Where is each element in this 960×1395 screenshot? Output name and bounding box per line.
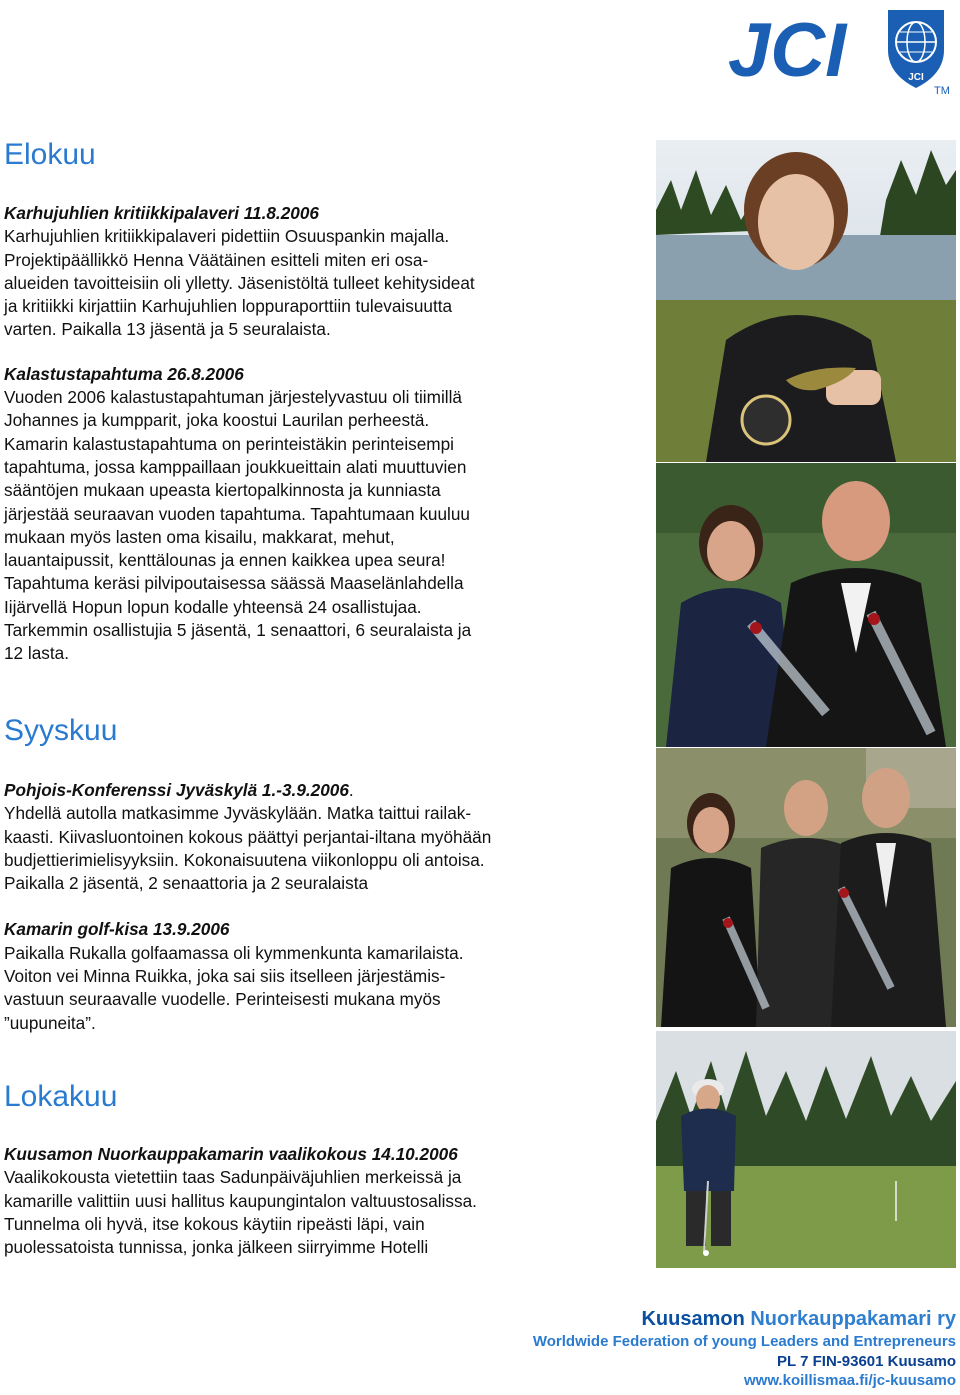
body-line: Vaalikokousta vietettiin taas Sadunpäiväjuhlien merkeissä ja [4, 1167, 462, 1188]
section-syyskuu [4, 779, 564, 1035]
photo-girl-with-fish [656, 140, 956, 462]
body-line: Iijärvellä Hopun lopun kodalle yhteensä 24 osallistujaa. [4, 596, 422, 617]
footer-tagline: Worldwide Federation of young Leaders and Entrepreneurs [532, 1333, 956, 1350]
body-line: vastuun seuraavalle vuodelle. Perinteisesti mukana myös [4, 989, 441, 1010]
photo-golfer [656, 1031, 956, 1268]
body-line: Yhdellä autolla matkasimme Jyväskylään. Matka taittui railak- [4, 803, 472, 824]
body-line: sääntöjen mukaan upeasta kiertopalkinnosta ja kunniasta [4, 480, 441, 501]
item-title: Pohjois-Konferenssi Jyväskylä 1.-3.9.2006 [4, 780, 349, 800]
section-lokakuu [4, 1143, 564, 1259]
globe-icon [888, 10, 944, 88]
logo-badge: JCI [908, 72, 924, 83]
item-title: Karhujuhlien kritiikkipalaveri 11.8.2006 [4, 203, 319, 223]
body-line: kamarille valittiin uusi hallitus kaupungintalon valtuustosalissa. [4, 1190, 477, 1211]
heading-syyskuu: Syyskuu [4, 714, 118, 747]
item-title: Kamarin golf-kisa 13.9.2006 [4, 919, 230, 940]
item-title-suffix: . [348, 780, 354, 800]
body-line: Johannes ja kumpparit, joka koostui Laurilan perheestä. [4, 410, 430, 431]
jci-logo [728, 4, 954, 96]
footer-address: PL 7 FIN-93601 Kuusamo [777, 1352, 956, 1370]
trademark-mark: TM [934, 85, 950, 96]
body-line: ja kritiikki kirjattiin Karhujuhlien loppuraporttiin tulevaisuutta [4, 296, 453, 317]
footer-org-part1: Kuusamon [641, 1308, 745, 1330]
section-elokuu [4, 202, 564, 666]
body-line: alueiden tavoitteisiin oli ylletty. Jäsenistöltä tulleet kehitysideat [4, 272, 475, 293]
photo-couple-with-roses [656, 463, 956, 747]
body-line: varten. Paikalla 13 jäsentä ja 5 seuralaista. [4, 319, 331, 340]
body-line: Tapahtuma keräsi pilvipoutaisessa säässä Maaselänlahdella [4, 573, 464, 594]
body-line: Paikalla Rukalla golfaamassa oli kymmenkunta kamarilaista. [4, 942, 464, 963]
body-line: Vuoden 2006 kalastustapahtuman järjestelyvastuu oli tiimillä [4, 387, 462, 408]
body-line: kaasti. Kiivasluontoinen kokous päättyi perjantai-iltana myöhään [4, 826, 492, 847]
heading-elokuu: Elokuu [4, 138, 96, 171]
body-line: mukaan myös lasten oma kisailu, makkarat, mehut, [4, 526, 395, 547]
footer-url[interactable]: www.koillismaa.fi/jc-kuusamo [743, 1372, 956, 1389]
item-title: Kalastustapahtuma 26.8.2006 [4, 363, 244, 384]
item-title: Kuusamon Nuorkauppakamarin vaalikokous 14.10.2006 [4, 1144, 458, 1164]
body-line: Karhujuhlien kritiikkipalaveri pidettiin Osuuspankin majalla. [4, 226, 450, 247]
body-line: tapahtuma, jossa kamppaillaan joukkueittain alati muuttuvien [4, 456, 467, 477]
logo-text: JCI [728, 8, 847, 93]
footer [533, 1306, 956, 1391]
body-line: Voiton vei Minna Ruikka, joka sai siis itselleen järjestämis- [4, 966, 446, 987]
body-line: budjettierimielisyyksiin. Kokonaisuutena viikonloppu oli antoisa. [4, 849, 485, 870]
body-line: Tarkemmin osallistujia 5 jäsentä, 1 senaattori, 6 seuralaista ja [4, 620, 472, 641]
body-line: järjestää seuraavan vuoden tapahtuma. Tapahtumaan kuuluu [4, 503, 470, 524]
footer-organization [533, 1306, 956, 1332]
body-line: puolessatoista tunnissa, jonka jälkeen siirryimme Hotelli [4, 1237, 429, 1258]
footer-org-part2: Nuorkauppakamari ry [750, 1308, 956, 1330]
body-line: 12 lasta. [4, 643, 69, 664]
body-line: Projektipäällikkö Henna Väätäinen esitteli miten eri osa- [4, 249, 429, 270]
heading-lokakuu: Lokakuu [4, 1080, 118, 1113]
body-line: Tunnelma oli hyvä, itse kokous käytiin ripeästi läpi, vain [4, 1213, 425, 1234]
body-line: ”uupuneita”. [4, 1012, 96, 1033]
body-line: Paikalla 2 jäsentä, 2 senaattoria ja 2 seuralaista [4, 873, 369, 894]
body-line: lauantaipussit, kenttälounas ja ennen kaikkea upea seura! [4, 550, 446, 571]
item-title-row [4, 779, 564, 802]
photo-group-of-three [656, 748, 956, 1027]
body-line: Kamarin kalastustapahtuma on perinteistäkin perinteisempi [4, 433, 454, 454]
